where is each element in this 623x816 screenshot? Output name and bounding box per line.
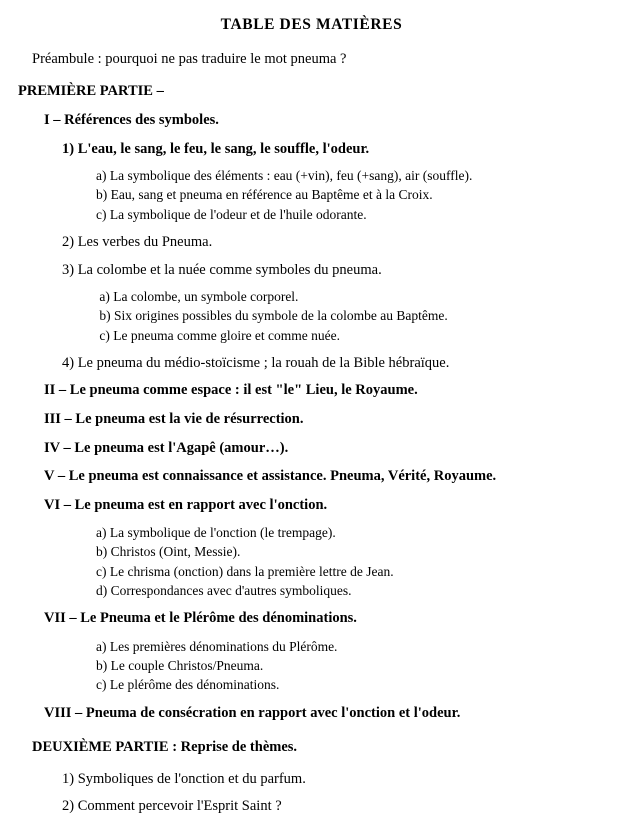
toc-entry-sec-vi-b: b) Christos (Oint, Messie). <box>96 544 241 560</box>
toc-entry-sec-viii: VIII – Pneuma de consécration en rapport avec l'onction et l'odeur. <box>44 704 461 721</box>
toc-entry-sec-i-1-a: a) La symbolique des éléments : eau (+vin), feu (+sang), air (souffle). <box>96 168 473 184</box>
toc-entry-sec-i-3-a: a) La colombe, un symbole corporel. <box>96 289 299 305</box>
toc-entry-sec-vi: VI – Le pneuma est en rapport avec l'onction. <box>44 496 328 513</box>
toc-entry-sec-i-1: 1) L'eau, le sang, le feu, le sang, le souffle, l'odeur. <box>62 140 370 157</box>
toc-entry-preamble: Préambule : pourquoi ne pas traduire le mot pneuma ? <box>32 51 347 67</box>
toc-entry-sec-vii: VII – Le Pneuma et le Plérôme des dénominations. <box>44 610 357 627</box>
toc-entry-sec-iv: IV – Le pneuma est l'Agapê (amour…). <box>44 439 289 456</box>
toc-entry-part-2: DEUXIÈME PARTIE : Reprise de thèmes. <box>32 739 298 756</box>
toc-entry-sec-vi-d: d) Correspondances avec d'autres symboliques. <box>96 582 352 598</box>
toc-entry-sec-i: I – Références des symboles. <box>44 112 219 129</box>
toc-entry-sec-vi-c: c) Le chrisma (onction) dans la première lettre de Jean. <box>96 563 394 579</box>
toc-entry-part-1: PREMIÈRE PARTIE – <box>18 82 164 99</box>
toc-entry-part-2-1: 1) Symboliques de l'onction et du parfum. <box>62 770 306 787</box>
toc-entry-sec-vii-c: c) Le plérôme des dénominations. <box>96 677 280 693</box>
toc-entry-sec-v: V – Le pneuma est connaissance et assistance. Pneuma, Vérité, Royaume. <box>44 468 497 485</box>
toc-entry-sec-i-3-b: b) Six origines possibles du symbole de la colombe au Baptême. <box>96 308 448 324</box>
toc-entry-sec-i-1-c: c) La symbolique de l'odeur et de l'huile odorante. <box>96 206 367 222</box>
toc-entry-sec-iii: III – Le pneuma est la vie de résurrection. <box>44 410 304 427</box>
toc-entry-sec-i-2: 2) Les verbes du Pneuma. <box>62 233 213 250</box>
toc-entry-part-2-2: 2) Comment percevoir l'Esprit Saint ? <box>62 798 282 815</box>
toc-entry-sec-vii-b: b) Le couple Christos/Pneuma. <box>96 658 264 674</box>
toc-entry-sec-vii-a: a) Les premières dénominations du Plérôme. <box>96 638 338 654</box>
toc-entry-sec-i-3: 3) La colombe et la nuée comme symboles du pneuma. <box>62 261 382 278</box>
page-title: TABLE DES MATIÈRES <box>220 16 403 33</box>
toc-entry-sec-vi-a: a) La symbolique de l'onction (le trempage). <box>96 525 336 541</box>
toc-entry-sec-i-3-c: c) Le pneuma comme gloire et comme nuée. <box>96 327 341 343</box>
toc-entry-sec-i-1-b: b) Eau, sang et pneuma en référence au Baptême et à la Croix. <box>96 187 433 203</box>
toc-entry-sec-i-4: 4) Le pneuma du médio-stoïcisme ; la rouah de la Bible hébraïque. <box>62 354 450 371</box>
toc-entry-sec-ii: II – Le pneuma comme espace : il est "le" Lieu, le Royaume. <box>44 382 418 399</box>
